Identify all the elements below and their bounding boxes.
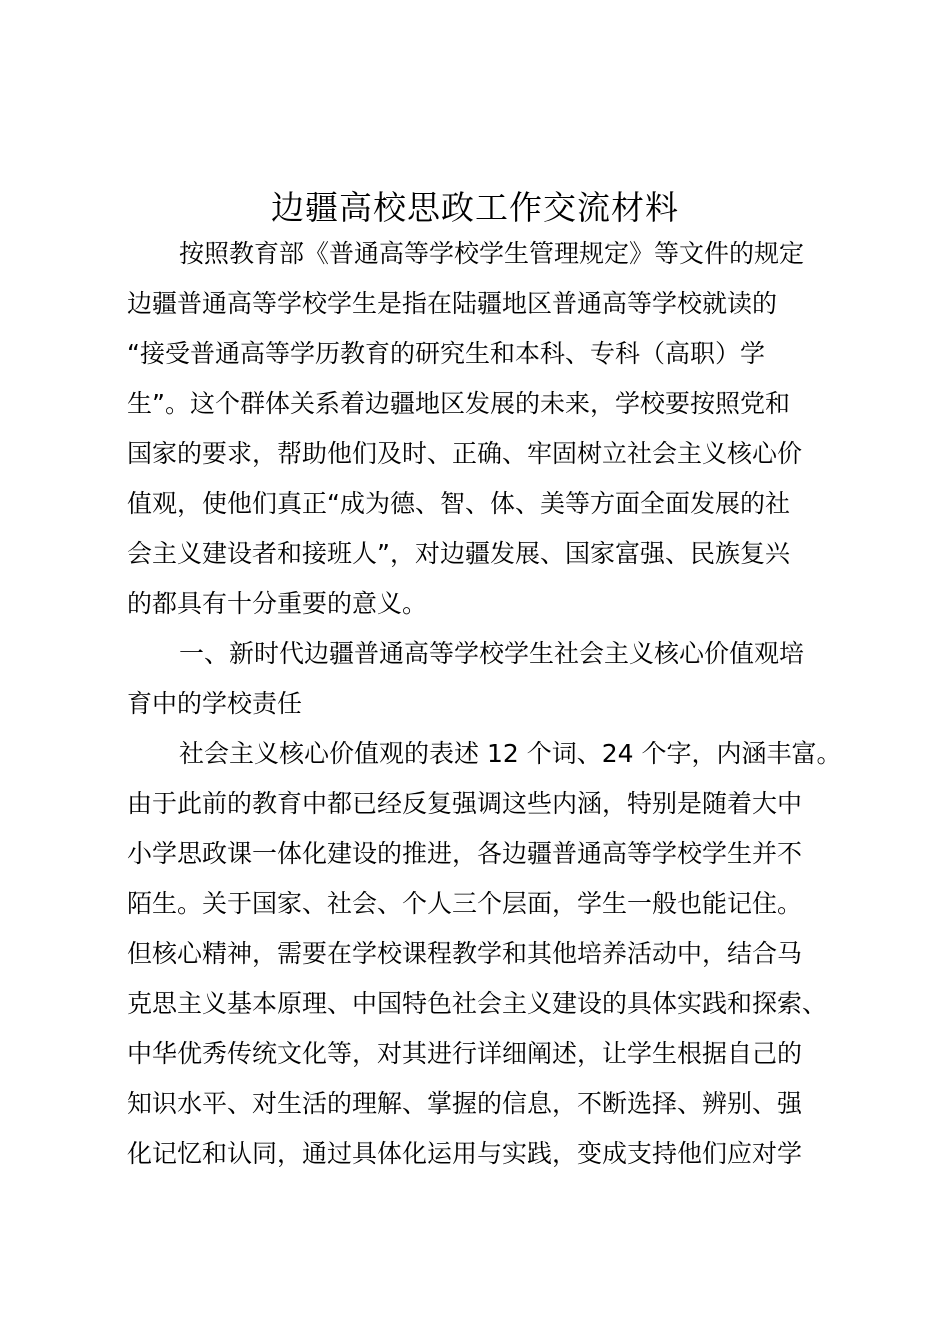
paragraph-2-line-4: 陌生。关于国家、社会、个人三个层面，学生一般也能记住。 <box>127 889 803 918</box>
paragraph-2-line-1: 社会主义核心价值观的表述 12 个词、24 个字，内涵丰富。 <box>179 739 842 768</box>
paragraph-2-line-2: 由于此前的教育中都已经反复强调这些内涵，特别是随着大中 <box>127 789 803 818</box>
paragraph-2-line-3: 小学思政课一体化建设的推进，各边疆普通高等学校学生并不 <box>127 839 803 868</box>
paragraph-2-line-6: 克思主义基本原理、中国特色社会主义建设的具体实践和探索、 <box>127 989 828 1018</box>
paragraph-2-line-8: 知识水平、对生活的理解、掌握的信息，不断选择、辨别、强 <box>127 1089 803 1118</box>
paragraph-2-line-9: 化记忆和认同，通过具体化运用与实践，变成支持他们应对学 <box>127 1139 803 1168</box>
section-heading-line-2: 育中的学校责任 <box>127 689 303 718</box>
paragraph-2-line-7: 中华优秀传统文化等，对其进行详细阐述，让学生根据自己的 <box>127 1039 803 1068</box>
paragraph-1-line-7: 会主义建设者和接班人”，对边疆发展、国家富强、民族复兴 <box>127 539 790 568</box>
paragraph-2-line-5: 但核心精神，需要在学校课程教学和其他培养活动中，结合马 <box>127 939 803 968</box>
section-heading-line-1: 一、新时代边疆普通高等学校学生社会主义核心价值观培 <box>179 639 805 668</box>
paragraph-1-line-5: 国家的要求，帮助他们及时、正确、牢固树立社会主义核心价 <box>127 439 803 468</box>
paragraph-1-line-2: 边疆普通高等学校学生是指在陆疆地区普通高等学校就读的 <box>127 289 778 318</box>
document-title: 边疆高校思政工作交流材料 <box>271 188 679 227</box>
paragraph-1-line-6: 值观，使他们真正“成为德、智、体、美等方面全面发展的社 <box>127 489 790 518</box>
paragraph-1-line-3: “接受普通高等学历教育的研究生和本科、专科（高职）学 <box>127 339 765 368</box>
paragraph-1-line-4: 生”。这个群体关系着边疆地区发展的未来，学校要按照党和 <box>127 389 790 418</box>
paragraph-1-line-8: 的都具有十分重要的意义。 <box>127 589 428 618</box>
paragraph-1-line-1: 按照教育部《普通高等学校学生管理规定》等文件的规定 <box>179 239 805 268</box>
